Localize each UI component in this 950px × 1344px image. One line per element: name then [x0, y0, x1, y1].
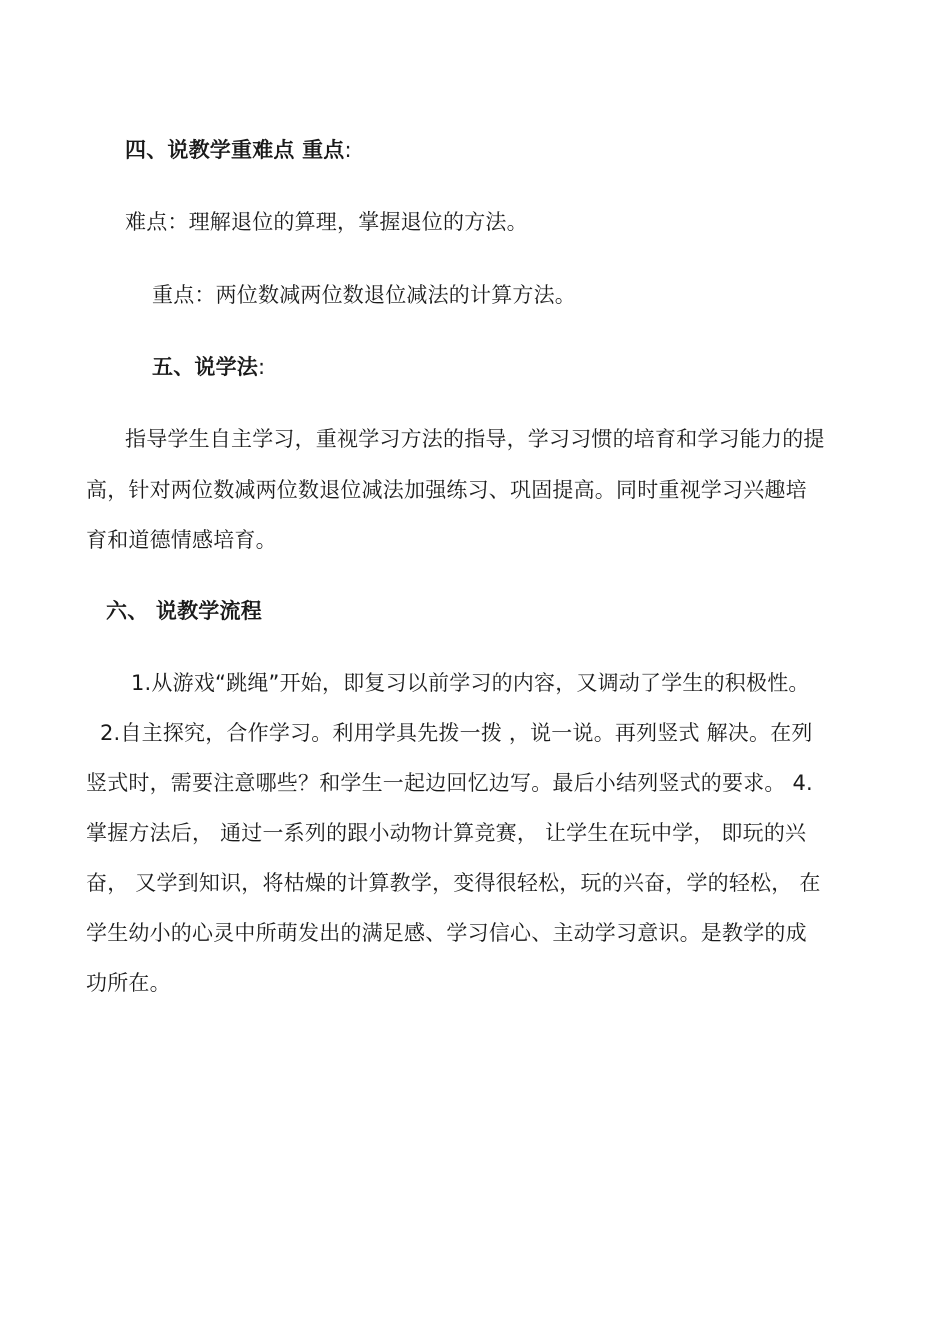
study-method-paragraph-line: 指导学生自主学习，重视学习方法的指导，学习习惯的培育和学习能力的提 [125, 427, 825, 451]
section-5-heading-text: 五、说学法 [152, 355, 258, 379]
study-method-paragraph-line: 高，针对两位数减两位数退位减法加强练习、巩固提高。同时重视学习兴趣培 [86, 478, 807, 502]
section-5-heading [152, 352, 265, 382]
section-4-heading-colon: : [344, 138, 352, 162]
teaching-process-paragraph-line: 功所在。 [86, 971, 171, 995]
section-4-heading-text: 四、说教学重难点 重点 [125, 138, 345, 162]
teaching-process-paragraph-line: 竖式时，需要注意哪些？和学生一起边回忆边写。最后小结列竖式的要求。 4. [86, 771, 813, 795]
study-method-paragraph-line: 育和道德情感培育。 [86, 528, 277, 552]
keypoint-line: 重点：两位数减两位数退位减法的计算方法。 [152, 283, 576, 307]
teaching-process-paragraph-line: 1.从游戏“跳绳”开始，即复习以前学习的内容，又调动了学生的积极性。 [131, 671, 810, 695]
teaching-process-paragraph-line: 掌握方法后， 通过一系列的跟小动物计算竞赛， 让学生在玩中学， 即玩的兴 [86, 821, 807, 845]
teaching-process-paragraph-line: 2.自主探究，合作学习。利用学具先拨一拨 ，说一说。再列竖式 解决。在列 [100, 721, 813, 745]
section-4-heading [125, 135, 352, 165]
section-6-heading: 六、 说教学流程 [106, 599, 262, 623]
teaching-process-paragraph-line: 奋， 又学到知识，将枯燥的计算教学，变得很轻松，玩的兴奋，学的轻松， 在 [86, 871, 821, 895]
section-5-heading-colon: : [258, 355, 266, 379]
teaching-process-paragraph-line: 学生幼小的心灵中所萌发出的满足感、学习信心、主动学习意识。是教学的成 [86, 921, 807, 945]
difficulty-line: 难点：理解退位的算理，掌握退位的方法。 [125, 210, 528, 234]
